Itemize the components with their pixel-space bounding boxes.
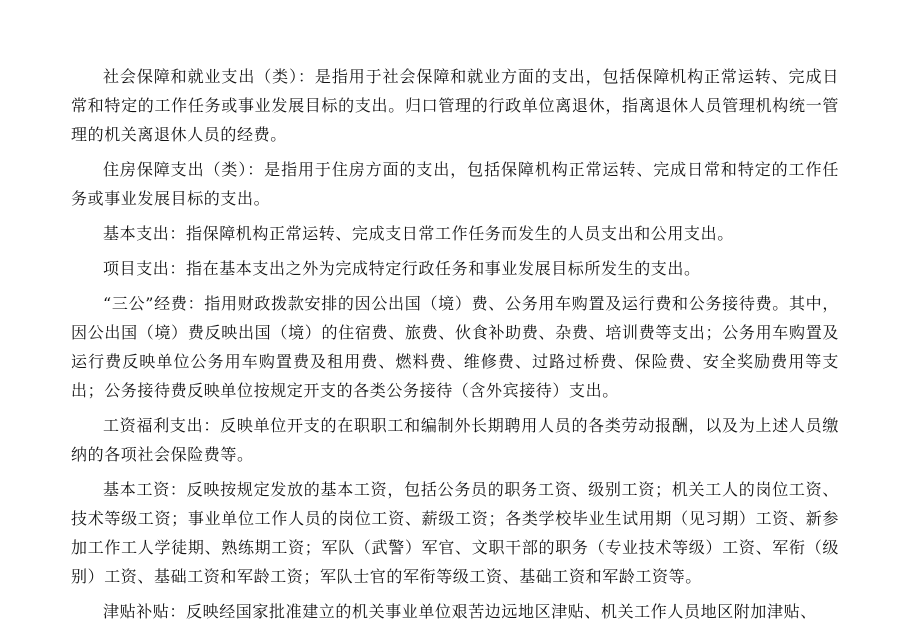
document-body (71, 62, 839, 632)
paragraph-housing: 住房保障支出（类）：是指用于住房方面的支出，包括保障机构正常运转、完成日常和特定的工作任务或事业发展目标的支出。 (71, 160, 839, 208)
paragraph-allowances: 津贴补贴：反映经国家批准建立的机关事业单位艰苦边远地区津贴、机关工作人员地区附加津贴、 (103, 602, 817, 621)
paragraph-salary-welfare: 工资福利支出：反映单位开支的在职职工和编制外长期聘用人员的各类劳动报酬，以及为上述人员缴纳的各项社会保险费等。 (71, 416, 839, 464)
paragraph-basic-salary: 基本工资：反映按规定发放的基本工资，包括公务员的职务工资、级别工资；机关工人的岗位工资、技术等级工资；事业单位工作人员的岗位工资、薪级工资；各类学校毕业生试用期（见习期）工资、新参加工作工人学徒期、熟练期工资；军队（武警）军官、文职干部的职务（专业技术等级）工资、军衔（级别）工资、基础工资和军龄工资；军队士官的军衔等级工资、基础工资和军龄工资等。 (71, 480, 839, 586)
paragraph-project-expenditure: 项目支出：指在基本支出之外为完成特定行政任务和事业发展目标所发生的支出。 (103, 259, 701, 278)
paragraph-basic-expenditure: 基本支出：指保障机构正常运转、完成支日常工作任务而发生的人员支出和公用支出。 (103, 224, 734, 243)
paragraph-social-security: 社会保障和就业支出（类）：是指用于社会保障和就业方面的支出，包括保障机构正常运转、完成日常和特定的工作任务或事业发展目标的支出。归口管理的行政单位离退休，指离退休人员管理机构统一管理的机关离退休人员的经费。 (71, 67, 839, 144)
paragraph-three-public-expenses: “三公”经费：指用财政拨款安排的因公出国（境）费、公务用车购置及运行费和公务接待费。其中，因公出国（境）费反映出国（境）的住宿费、旅费、伙食补助费、杂费、培训费等支出；公务用车购置及运行费反映单位公务用车购置费及租用费、燃料费、维修费、过路过桥费、保险费、安全奖励费用等支出；公务接待费反映单位按规定开支的各类公务接待（含外宾接待）支出。 (71, 294, 839, 400)
